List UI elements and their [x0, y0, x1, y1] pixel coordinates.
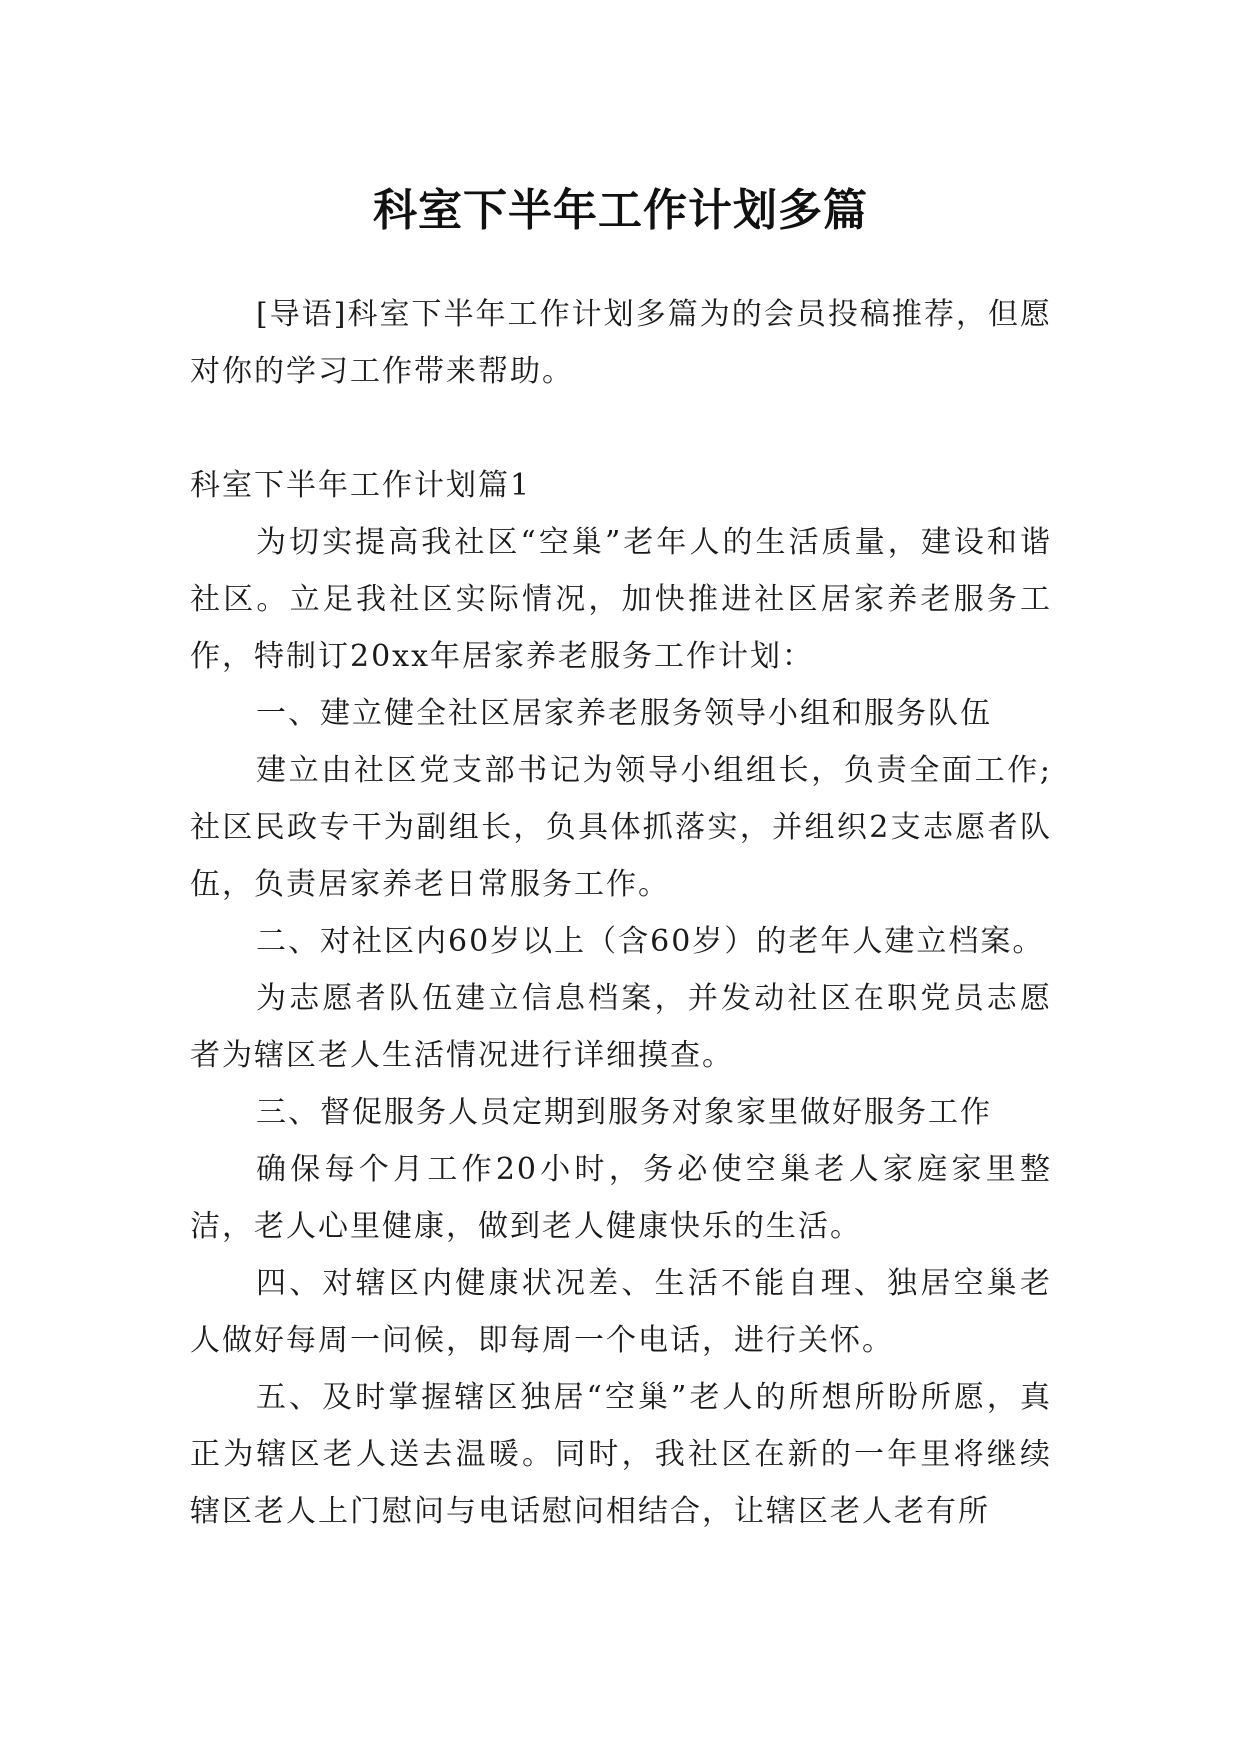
body-paragraph: 为志愿者队伍建立信息档案，并发动社区在职党员志愿者为辖区老人生活情况进行详细摸查。	[190, 981, 1052, 1073]
list-heading-5: 五、及时掌握辖区独居“空巢”老人的所想所盼所愿，真正为辖区老人送去温暖。同时，我社区在新的一年里将继续辖区老人上门慰问与电话慰问相结合，让辖区老人老有所	[190, 1380, 1052, 1529]
section-heading: 科室下半年工作计划篇1	[190, 468, 532, 503]
document-body	[190, 286, 1052, 1540]
list-heading-3: 三、督促服务人员定期到服务对象家里做好服务工作	[256, 1095, 992, 1130]
document-title: 科室下半年工作计划多篇	[373, 185, 868, 237]
intro-paragraph: [导语]科室下半年工作计划多篇为的会员投稿推荐，但愿对你的学习工作带来帮助。	[190, 297, 1052, 389]
list-heading-2: 二、对社区内60岁以上（含60岁）的老年人建立档案。	[256, 924, 1045, 959]
paragraph-gap	[190, 400, 1052, 457]
list-heading-1: 一、建立健全社区居家养老服务领导小组和服务队伍	[256, 696, 992, 731]
list-heading-4: 四、对辖区内健康状况差、生活不能自理、独居空巢老人做好每周一问候，即每周一个电话，进行关怀。	[190, 1266, 1052, 1358]
body-paragraph: 为切实提高我社区“空巢”老年人的生活质量，建设和谐社区。立足我社区实际情况，加快推进社区居家养老服务工作，特制订20xx年居家养老服务工作计划：	[190, 525, 1052, 674]
body-paragraph: 建立由社区党支部书记为领导小组组长，负责全面工作;社区民政专干为副组长，负具体抓落实，并组织2支志愿者队伍，负责居家养老日常服务工作。	[190, 753, 1052, 902]
body-paragraph: 确保每个月工作20小时，务必使空巢老人家庭家里整洁，老人心里健康，做到老人健康快乐的生活。	[190, 1152, 1052, 1244]
